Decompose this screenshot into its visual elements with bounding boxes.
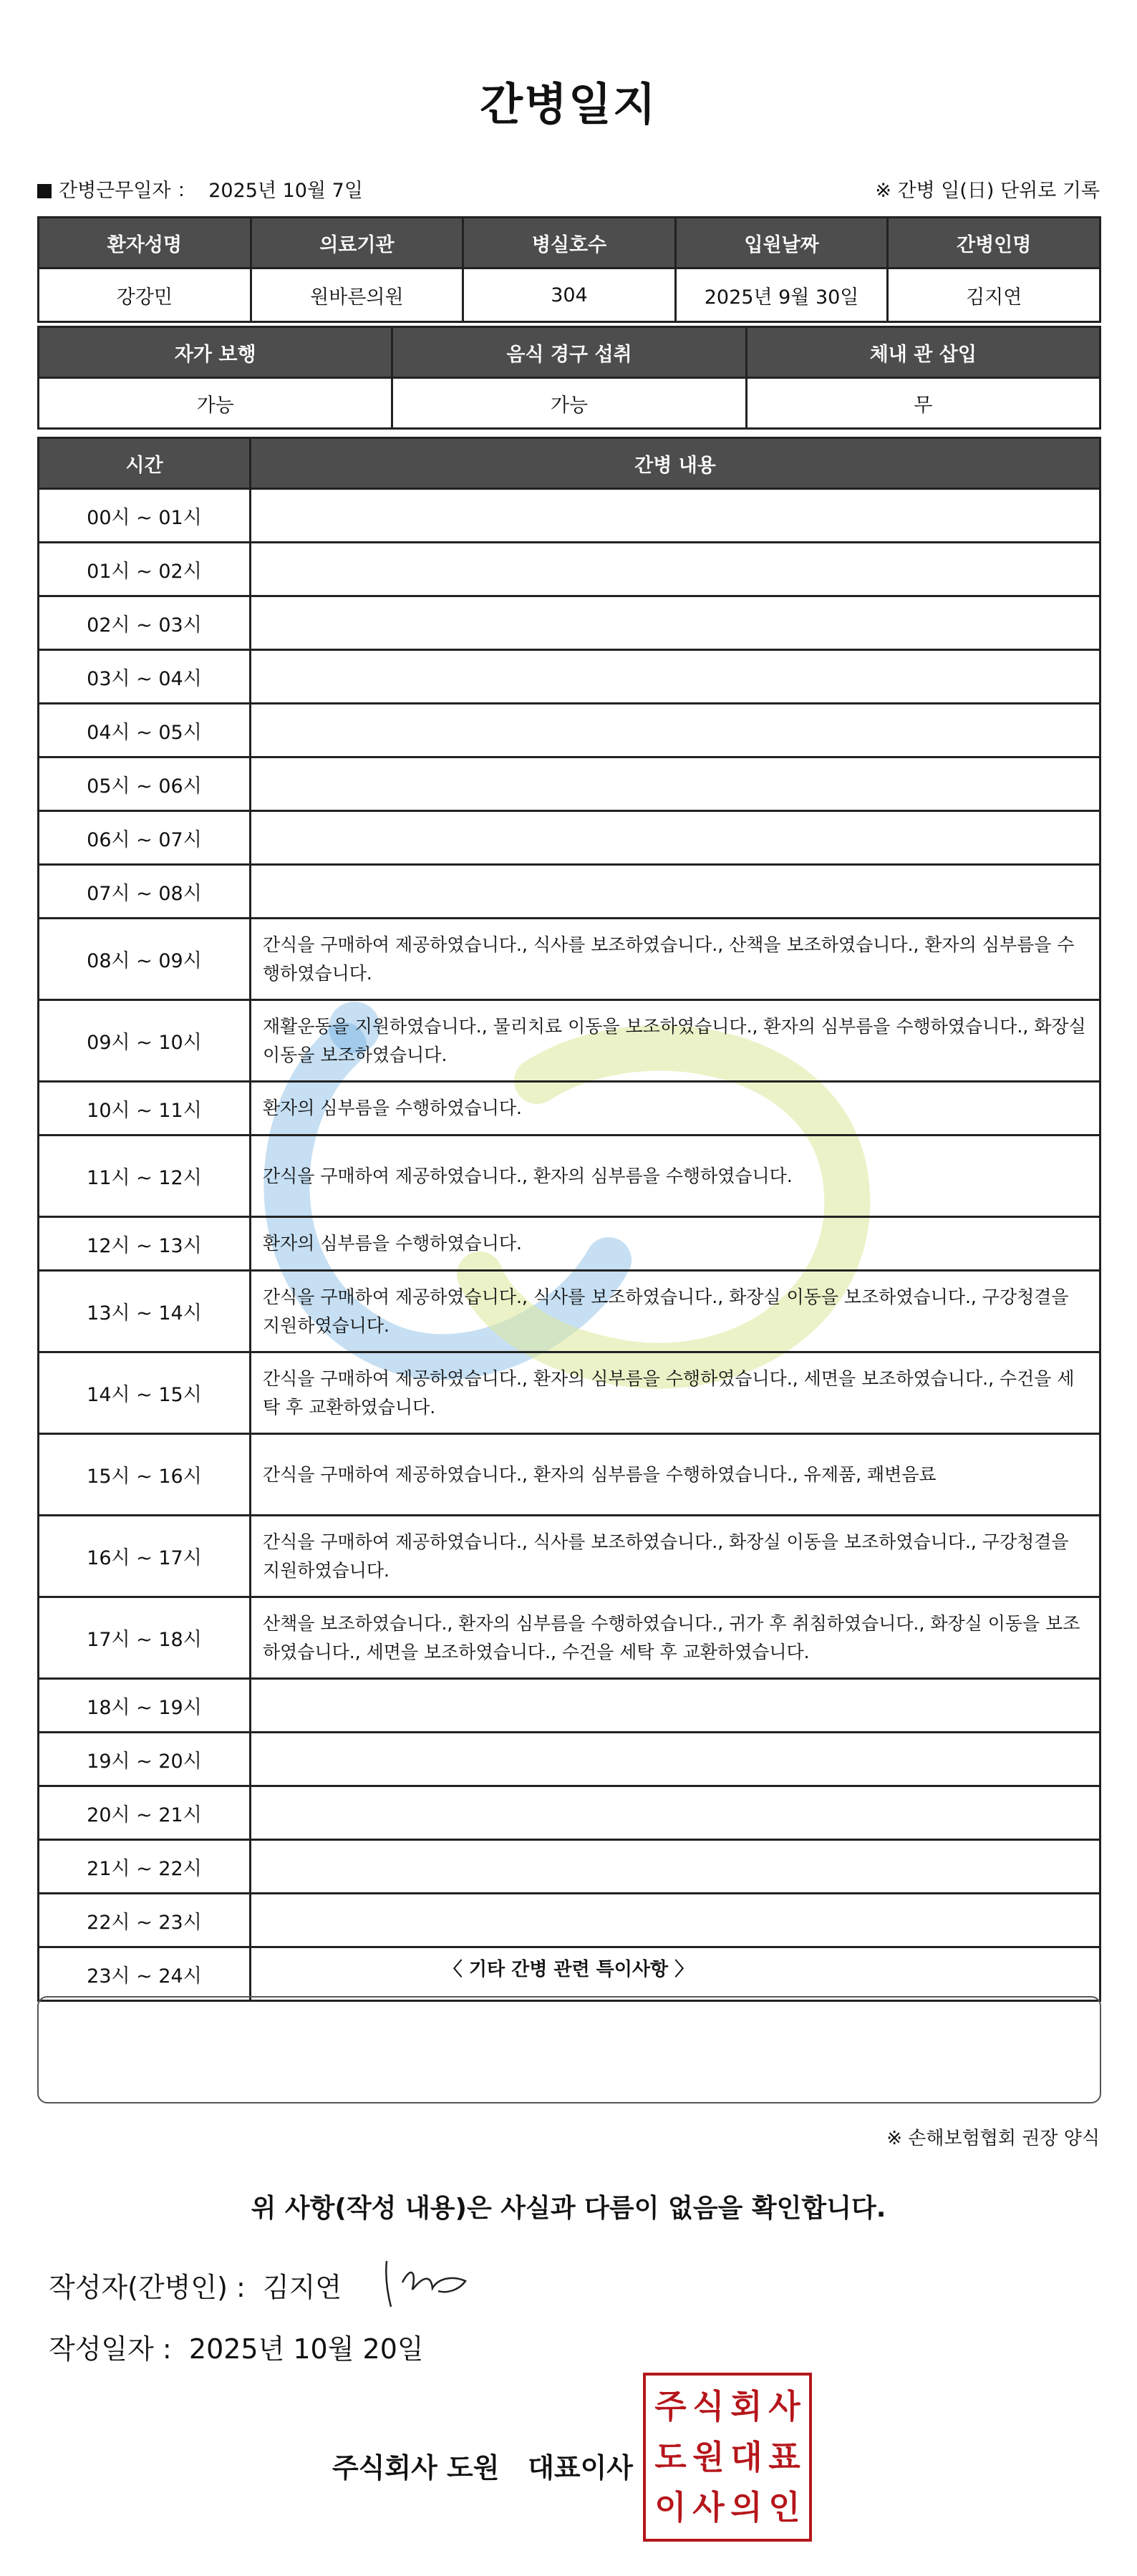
patient-name-value: 강강민 — [39, 268, 251, 322]
signature-mark — [381, 2254, 474, 2311]
table-row — [39, 865, 1100, 919]
confirmation-statement: 위 사항(작성 내용)은 사실과 다름이 없음을 확인합니다. — [251, 2194, 886, 2223]
care-content-cell — [251, 811, 1100, 865]
seal-character: 사 — [692, 2488, 725, 2527]
tube-insertion-value: 무 — [746, 378, 1100, 429]
header-self-walking: 자가 보행 — [39, 327, 392, 378]
time-cell: 09시 ~ 10시 — [39, 1000, 251, 1082]
table-row — [39, 1271, 1100, 1352]
time-cell: 08시 ~ 09시 — [39, 919, 251, 1000]
care-content-cell — [251, 865, 1100, 919]
work-date-line — [37, 175, 363, 203]
header-time: 시간 — [39, 438, 251, 489]
page-title: 간병일지 — [480, 78, 657, 130]
table-row — [39, 596, 1100, 650]
work-date-label: 간병근무일자 ： — [59, 180, 197, 202]
care-content-cell: 산책을 보조하였습니다., 환자의 심부름을 수행하였습니다., 귀가 후 취침하였습니다., 화장실 이동을 보조하였습니다., 세면을 보조하였습니다., 수건을 세탁 후 교환하였습니다. — [251, 1597, 1100, 1679]
seal-character: 식 — [692, 2387, 725, 2426]
header-oral-intake: 음식 경구 섭취 — [392, 327, 746, 378]
room-number-value: 304 — [463, 268, 676, 322]
care-content-cell: 환자의 심부름을 수행하였습니다. — [251, 1082, 1100, 1136]
care-content-cell: 간식을 구매하여 제공하였습니다., 환자의 심부름을 수행하였습니다. — [251, 1136, 1100, 1217]
seal-character: 회 — [730, 2387, 763, 2426]
seal-character: 원 — [692, 2437, 725, 2476]
care-content-cell — [251, 1786, 1100, 1840]
seal-character: 대 — [730, 2437, 763, 2476]
table-row — [39, 1894, 1100, 1947]
seal-character: 의 — [730, 2488, 763, 2527]
time-cell: 15시 ~ 16시 — [39, 1434, 251, 1516]
author-line — [49, 2265, 342, 2305]
oral-intake-value: 가능 — [392, 378, 746, 429]
time-cell: 00시 ~ 01시 — [39, 489, 251, 543]
table-row — [39, 1082, 1100, 1136]
table-row — [39, 1733, 1100, 1786]
time-cell: 06시 ~ 07시 — [39, 811, 251, 865]
table-row — [39, 1136, 1100, 1217]
representative-title: 대표이사 — [528, 2452, 634, 2484]
care-content-cell — [251, 596, 1100, 650]
table-row — [39, 1516, 1100, 1597]
header-room-number: 병실호수 — [463, 218, 676, 268]
header-patient-name: 환자성명 — [39, 218, 251, 268]
time-cell: 04시 ~ 05시 — [39, 704, 251, 757]
time-cell: 16시 ~ 17시 — [39, 1516, 251, 1597]
care-content-cell: 간식을 구매하여 제공하였습니다., 식사를 보조하였습니다., 화장실 이동을 보조하였습니다., 구강청결을 지원하였습니다. — [251, 1516, 1100, 1597]
self-walking-value: 가능 — [39, 378, 392, 429]
care-content-cell: 간식을 구매하여 제공하였습니다., 식사를 보조하였습니다., 화장실 이동을 보조하였습니다., 구강청결을 지원하였습니다. — [251, 1271, 1100, 1352]
care-log-table — [37, 437, 1101, 2002]
table-row — [39, 919, 1100, 1000]
patient-info-table — [37, 216, 1101, 323]
work-date-value: 2025년 10월 7일 — [208, 180, 363, 202]
time-cell: 21시 ~ 22시 — [39, 1840, 251, 1894]
care-content-cell — [251, 650, 1100, 704]
header-care-content: 간병 내용 — [251, 438, 1100, 489]
care-content-cell — [251, 704, 1100, 757]
time-cell: 22시 ~ 23시 — [39, 1894, 251, 1947]
hospital-value: 원바른의원 — [251, 268, 463, 322]
table-row — [39, 1352, 1100, 1434]
header-caregiver-name: 간병인명 — [888, 218, 1100, 268]
time-cell: 14시 ~ 15시 — [39, 1352, 251, 1434]
care-content-cell: 간식을 구매하여 제공하였습니다., 환자의 심부름을 수행하였습니다., 세면을 보조하였습니다., 수건을 세탁 후 교환하였습니다. — [251, 1352, 1100, 1434]
table-row — [39, 650, 1100, 704]
care-content-cell — [251, 1894, 1100, 1947]
table-row — [39, 704, 1100, 757]
care-content-cell — [251, 489, 1100, 543]
date-label: 작성일자 : — [49, 2333, 172, 2365]
seal-character: 사 — [768, 2387, 800, 2426]
table-row — [39, 757, 1100, 811]
table-row — [39, 543, 1100, 596]
time-cell: 10시 ~ 11시 — [39, 1082, 251, 1136]
care-content-cell: 환자의 심부름을 수행하였습니다. — [251, 1217, 1100, 1271]
seal-character: 인 — [768, 2488, 800, 2527]
time-cell: 19시 ~ 20시 — [39, 1733, 251, 1786]
table-row — [39, 1840, 1100, 1894]
seal-character: 주 — [654, 2387, 687, 2426]
time-cell: 18시 ~ 19시 — [39, 1679, 251, 1733]
table-row — [39, 1217, 1100, 1271]
time-cell: 13시 ~ 14시 — [39, 1271, 251, 1352]
company-line — [332, 2446, 633, 2485]
header-tube-insertion: 체내 관 삽입 — [746, 327, 1100, 378]
care-content-cell: 재활운동을 지원하였습니다., 물리치료 이동을 보조하였습니다., 환자의 심부름을 수행하였습니다., 화장실 이동을 보조하였습니다. — [251, 1000, 1100, 1082]
patient-status-table — [37, 326, 1101, 430]
header-hospital: 의료기관 — [251, 218, 463, 268]
time-cell: 20시 ~ 21시 — [39, 1786, 251, 1840]
time-cell: 01시 ~ 02시 — [39, 543, 251, 596]
time-cell: 05시 ~ 06시 — [39, 757, 251, 811]
table-row — [39, 811, 1100, 865]
seal-character: 표 — [768, 2437, 800, 2476]
table-row — [39, 1786, 1100, 1840]
time-cell: 17시 ~ 18시 — [39, 1597, 251, 1679]
company-name: 주식회사 도원 — [332, 2452, 500, 2484]
care-content-cell — [251, 1679, 1100, 1733]
care-content-cell: 간식을 구매하여 제공하였습니다., 식사를 보조하였습니다., 산책을 보조하였습니다., 환자의 심부름을 수행하였습니다. — [251, 919, 1100, 1000]
written-date-line — [49, 2327, 424, 2366]
table-row — [39, 1597, 1100, 1679]
notes-caption: 〈 기타 간병 관련 특이사항 〉 — [443, 1959, 694, 1980]
form-source-note: ※ 손해보험협회 권장 양식 — [886, 2128, 1100, 2149]
care-content-cell — [251, 1840, 1100, 1894]
author-name: 김지연 — [262, 2272, 342, 2303]
time-cell: 02시 ~ 03시 — [39, 596, 251, 650]
unit-note: ※ 간병 일(日) 단위로 기록 — [875, 180, 1100, 202]
time-cell: 11시 ~ 12시 — [39, 1136, 251, 1217]
time-cell: 12시 ~ 13시 — [39, 1217, 251, 1271]
seal-character: 이 — [654, 2488, 687, 2527]
header-admission-date: 입원날짜 — [675, 218, 888, 268]
time-cell: 23시 ~ 24시 — [39, 1947, 251, 2001]
care-content-cell — [251, 757, 1100, 811]
author-label: 작성자(간병인) : — [49, 2272, 246, 2303]
company-seal — [643, 2373, 812, 2542]
notes-box — [37, 1996, 1101, 2103]
seal-character: 도 — [654, 2437, 687, 2476]
table-row — [39, 1679, 1100, 1733]
table-row — [39, 1434, 1100, 1516]
time-cell: 07시 ~ 08시 — [39, 865, 251, 919]
table-row — [39, 1000, 1100, 1082]
care-content-cell — [251, 1733, 1100, 1786]
admission-date-value: 2025년 9월 30일 — [675, 268, 888, 322]
care-content-cell: 간식을 구매하여 제공하였습니다., 환자의 심부름을 수행하였습니다., 유제품, 쾌변음료 — [251, 1434, 1100, 1516]
caregiver-name-value: 김지연 — [888, 268, 1100, 322]
time-cell: 03시 ~ 04시 — [39, 650, 251, 704]
table-row — [39, 489, 1100, 543]
care-content-cell — [251, 543, 1100, 596]
square-bullet-icon — [37, 184, 52, 198]
written-date: 2025년 10월 20일 — [188, 2333, 424, 2365]
